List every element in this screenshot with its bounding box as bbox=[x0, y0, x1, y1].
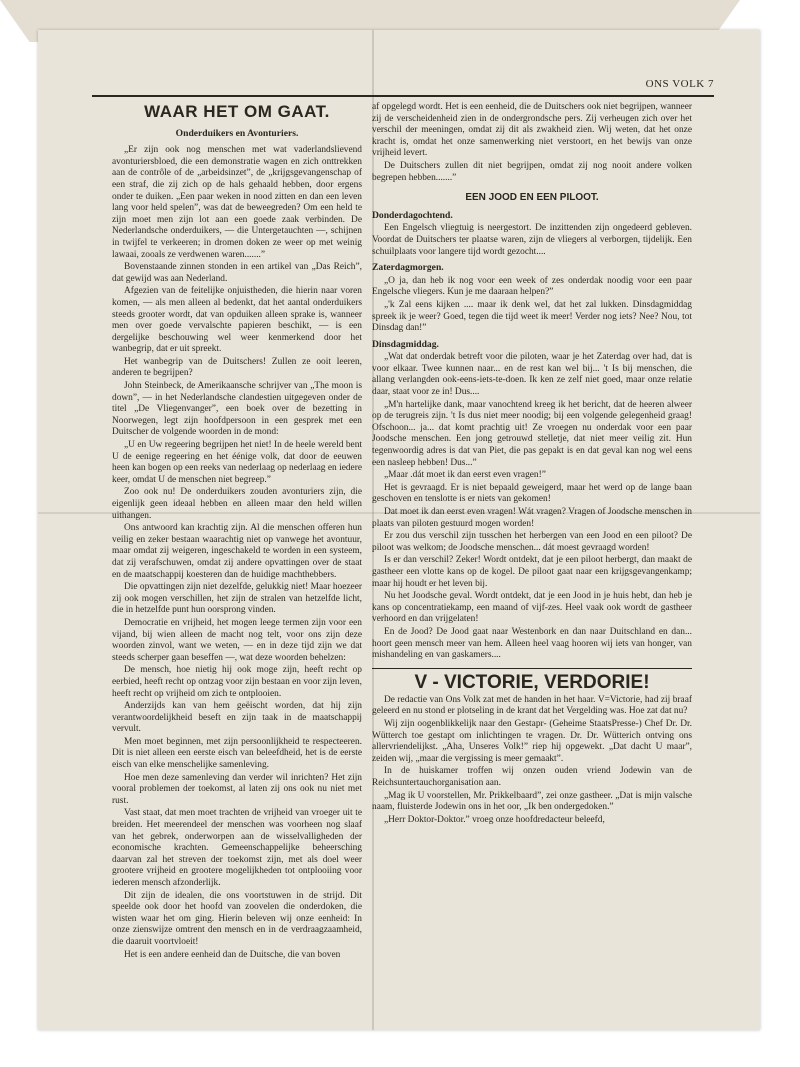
paragraph: De Duitschers zullen dit niet begrijpen, omdat zij nog nooit andere volken begrepen hebben.......” bbox=[372, 160, 692, 183]
paragraph: Anderzijds kan van hem geëischt worden, dat hij zijn verantwoordelijkheid beseft en zijn taak in de maatschappij vervult. bbox=[112, 701, 362, 735]
section-heading: Dinsdagmiddag. bbox=[372, 338, 439, 350]
paragraph: De redactie van Ons Volk zat met de handen in het haar. V=Victorie, had zij braaf geleerd en nu stond er plotseling in de krant dat het Vergelding was. Hoe zat dat nu? bbox=[372, 694, 692, 717]
paragraph: „Wat dat onderdak betreft voor die piloten, waar je het Zaterdag over had, dat is voor elkaar. Twee kunnen naar... en de rest kan wel bij... 't Is bij menschen, die allang verlangden ook-eens-iets-te-doen. Ik ken ze zelf niet goed, maar onze relatie daar, staat voor ze in! Dus.... bbox=[372, 352, 692, 398]
paragraph: Bovenstaande zinnen stonden in een artikel van „Das Reich”, dat gewijd was aan Nederland. bbox=[112, 262, 362, 284]
paragraph: John Steinbeck, de Amerikaansche schrijver van „The moon is down”, — in het Nederlandsche clandestien uitgegeven onder de titel „De Vliegenvanger”, een boek over de bezetting in Noorwegen, legt zijn hoofdpersoon in een gesprek met een Duitscher de volgende woorden in de mond: bbox=[112, 381, 362, 438]
page-number-label: ONS VOLK 7 bbox=[645, 78, 714, 90]
paragraph: af opgelegd wordt. Het is een eenheid, die de Duitschers ook niet begrijpen, wanneer zij de verscheidenheid zien in de ondergrondsche pers. Zij verheugen zich over het verschil der meeningen, omdat zij dit als zwakheid zien. Wij weten, dat het onze kracht is, omdat het onze samenwerking niet verstoort, en het bewijs van onze vrijheid levert. bbox=[372, 102, 692, 159]
section-heading: Zaterdagmorgen. bbox=[372, 262, 444, 274]
paragraph: „Maar .dát moet ik dan eerst even vragen!” bbox=[384, 470, 546, 481]
paragraph: Het is gevraagd. Er is niet bepaald geweigerd, maar het werd op de lange baan geschoven en tenslotte is er niets van gekomen! bbox=[372, 482, 692, 505]
paragraph: Dat moet ik dan eerst even vragen! Wát vragen? Vragen of Joodsche menschen in plaats van piloten gestuurd mogen worden! bbox=[372, 507, 692, 529]
paragraph: Er zou dus verschil zijn tusschen het herbergen van een Jood en een piloot? De piloot was welkom; de Joodsche menschen... dát moest gevraagd worden! bbox=[372, 531, 692, 553]
paragraph: Ons antwoord kan krachtig zijn. Al die menschen offeren hun veilig en zeker bestaan waarachtig niet op vanwege het avontuur, maar omdat zij weigeren, ingeschakeld te worden in een systeem, dat zij verafschuwen, omdat zij andere opvattingen over de staat en de maatschappij koesteren dan de huidige machthebbers. bbox=[112, 523, 362, 580]
jood-article-title: EEN JOOD EN EEN PILOOT. bbox=[465, 192, 599, 204]
section-rule bbox=[372, 668, 692, 670]
victorie-article-title: V - VICTORIE, VERDORIE! bbox=[414, 672, 650, 694]
paragraph: Nu het Joodsche geval. Wordt ontdekt, dat je een Jood in je huis hebt, dan heb je kans op concentratiekamp, een maand of vijf-zes. Heel vaak ook wordt de gastheer verhoord en dan vrijgelaten! bbox=[372, 591, 692, 625]
paragraph: Hoe men deze samenleving dan verder wil inrichten? Het zijn vooral problemen der toekomst, al laten zij ons ook nu niet met rust. bbox=[112, 772, 362, 806]
paragraph: „U en Uw regeering begrijpen het niet! In de heele wereld bent U de eenige regeering en het éénige volk, dat door de eeuwen heen kan bogen op een reeks van nederlaag op nederlaag en iedere keer, omdat U de menschen niet begreep.” bbox=[112, 440, 362, 485]
paragraph: „O ja, dan heb ik nog voor een week of zes onderdak noodig voor een paar Engelsche vliegers. Kun je me daaraan helpen?” bbox=[372, 275, 692, 298]
paragraph: In de huiskamer troffen wij onzen ouden vriend Jodewin van de Reichsuntertauchorganisation aan. bbox=[372, 766, 692, 788]
paragraph: Afgezien van de feitelijke onjuistheden, die hierin naar voren komen, — als men alleen al bedenkt, dat het aantal onderduikers steeds grooter wordt, dat van opduiken alleen sprake is, wanneer men over goede vervalschte papieren beschikt, — is een dergelijke beschouwing wel weer kenmerkend door het wanbegrip, dat er uit spreekt. bbox=[112, 286, 362, 355]
article-subtitle: Onderduikers en Avonturiers. bbox=[175, 127, 299, 139]
paragraph: Die opvattingen zijn niet dezelfde, gelukkig niet! Maar hoezeer zij ook mogen verschillen, het zijn de stralen van hetzelfde licht, die in hetzelfde punt hun oorsprong vinden. bbox=[112, 582, 362, 616]
paragraph: Democratie en vrijheid, het mogen leege termen zijn voor een vijand, bij wien alleen de macht nog telt, voor ons zijn deze woorden zinvol, want we weten, — en in deze tijd zijn we dat steeds scherper gaan beseffen —, wat deze woorden behelzen: bbox=[112, 617, 362, 663]
paragraph: Men moet beginnen, met zijn persoonlijkheid te respecteeren. Dit is niet alleen een eerste eisch van beleefdheid, het is de eerste eisch van elke menschelijke samenleving. bbox=[112, 736, 362, 771]
paragraph: Een Engelsch vliegtuig is neergestort. De inzittenden zijn ongedeerd gebleven. Voordat de Duitschers ter plaatse waren, zijn de vliegers al verborgen, tijdelijk. Een schuilplaats voor langere tijd wordt gezocht.... bbox=[372, 223, 692, 257]
header-rule bbox=[92, 95, 714, 97]
paragraph: Vast staat, dat men moet trachten de vrijheid van vroeger uit te breiden. Het meerendeel der menschen was voorheen nog slaaf van het gebrek, onderworpen aan de wisselvalligheden der economische krachten. Gemeenschappelijke beheersching daarvan zal het streven der toekomst zijn, met als doel weer grootere vrijheid en grootere mogelijkheden tot ontplooiing voor iederen mensch afzonderlijk. bbox=[112, 808, 362, 888]
paragraph: Wij zijn oogenblikkelijk naar den Gestapr- (Geheime StaatsPresse-) Chef Dr. Dr. Wütterch toe gestapt om inlichtingen te vragen. Dr. Dr. Wütterich ontving ons allervriendelijkst. „Aha, Unseres Volk!” riep hij opgewekt. „Dat dacht U maar”, zeiden wij, „maar die vergissing is meer gemaakt”. bbox=[372, 719, 692, 764]
paragraph: Dit zijn de idealen, die ons voortstuwen in de strijd. Dit speelde ook door het hoofd van zoovelen die onderdoken, die wisten waar het om ging. Hierin beleven wij onze eenheid: In onze zienswijze omtrent den mensch en in de verdraagzaamheid, die daaruit voortvloeit! bbox=[112, 890, 362, 947]
article-title: WAAR HET OM GAAT. bbox=[144, 102, 330, 121]
paragraph: En de Jood? De Jood gaat naar Westenbork en dan naar Duitschland en dan... hoort geen mensch meer van hem. Alleen heel vaag hooren wij iets van honger, van mishandeling en van gaskamers.... bbox=[372, 626, 692, 661]
paragraph: „Er zijn ook nog menschen met wat vaderlandslievend avonturiersbloed, die een demonstratie wagen en zich onttrekken aan de contrôle of de „arbeidsinzet”, de „krijgsgevangenschap of een straf, die zij zich op de hals gehaald hebben, door ergens onder te duiken. „Een paar weken in nood zitten en dan een leven lang voor held spelen”, was dat de beweegreden? Om een held te zijn moet men zijn lot aan een goede zaak verbinden. De Nederlandsche onderduikers, — die Untergetauchten —, schijnen in twijfel te verkeeren; in dromen doken ze weer op met weinig lawaai, zooals ze verdwenen waren.......” bbox=[112, 145, 362, 260]
paragraph: Zoo ook nu! De onderduikers zouden avonturiers zijn, die eigenlijk geen ideaal hebben en alleen maar den held willen uithangen. bbox=[112, 487, 362, 521]
paragraph: „Mag ik U voorstellen, Mr. Prikkelbaard”, zei onze gastheer. „Dat is mijn valsche naam, fluisterde Jodewin ons in het oor, „Ik ben ondergedoken.” bbox=[372, 790, 692, 813]
paragraph: De mensch, hoe nietig hij ook moge zijn, heeft recht op eerbied, heeft recht op ontzag voor zijn bestaan en voor zijn leven, heeft recht op vrijheid om zich te ontplooien. bbox=[112, 665, 362, 699]
paragraph: Het wanbegrip van de Duitschers! Zullen ze ooit leeren, anderen te begrijpen? bbox=[112, 356, 362, 379]
paragraph: Het is een andere eenheid dan de Duitsche, die van boven bbox=[124, 949, 341, 960]
section-heading: Donderdagochtend. bbox=[372, 209, 453, 221]
paragraph: „'k Zal eens kijken .... maar ik denk wel, dat het zal lukken. Dinsdagmiddag spreek ik je weer? Goed, tegen die tijd weet ik meer! Verder nog iets? Nee? Nou, tot Dinsdag dan!” bbox=[372, 299, 692, 334]
left-column bbox=[112, 102, 362, 962]
paragraph: „M'n hartelijke dank, maar vanochtend kreeg ik het bericht, dat de heeren alweer op de terugreis zijn. 't Is dus niet meer noodig; bij een volgende gelegenheid graag! Ofschoon... ja... dat komt prachtig uit! Ze vroegen nu onderdak voor een paar Joodsche menschen. Een jong getrouwd stelletje, dat niet meer veilig zit. Hun tegenwoordig adres is dat van Piet, die pas gepakt is en dat geval kan nog wel eens een nasleep hebben! Dus...” bbox=[372, 399, 692, 468]
page-header bbox=[92, 78, 714, 94]
paragraph: „Herr Doktor-Doktor.” vroeg onze hoofdredacteur beleefd, bbox=[384, 814, 605, 825]
paragraph: Is er dan verschil? Zeker! Wordt ontdekt, dat je een piloot herbergt, dan maakt de gastheer een vlotte kans op de kogel. De piloot gaat naar een krijgsgevangenkamp; maar hij houdt er het leven bij. bbox=[372, 555, 692, 589]
right-column bbox=[372, 102, 692, 827]
